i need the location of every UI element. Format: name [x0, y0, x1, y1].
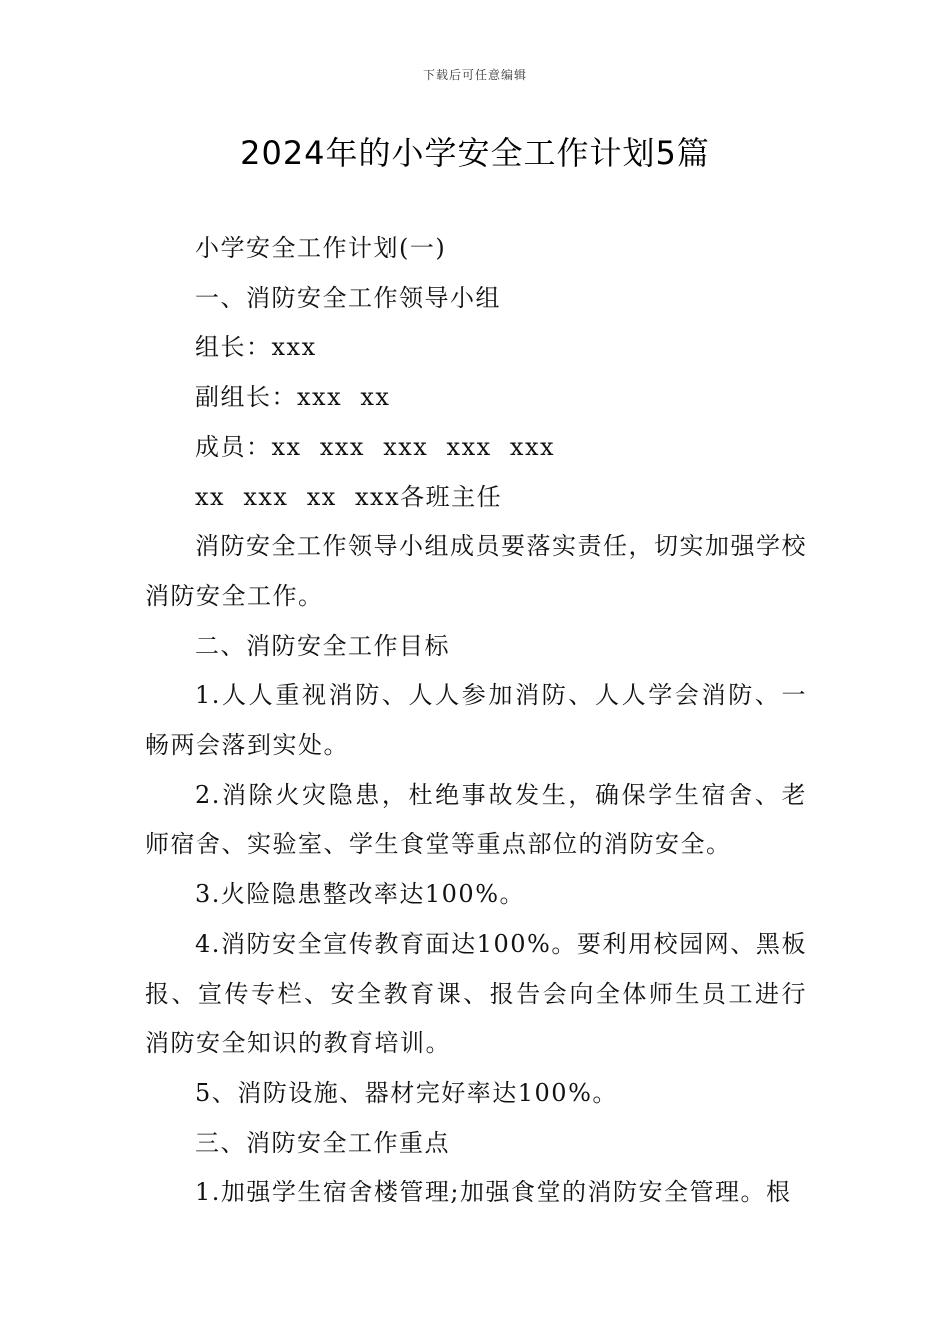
paragraph-responsibility: 消防安全工作领导小组成员要落实责任，切实加强学校消防安全工作。 — [145, 532, 807, 610]
paragraph-focus-1: 1.加强学生宿舍楼管理;加强食堂的消防安全管理。根 — [195, 1178, 792, 1207]
paragraph-goals-heading: 二、消防安全工作目标 — [195, 631, 450, 660]
header-note: 下载后可任意编辑 — [422, 68, 527, 82]
document-title: 2024年的小学安全工作计划5篇 — [240, 134, 710, 172]
paragraph-goal-2: 2.消除火灾隐患，杜绝事故发生，确保学生宿舍、老师宿舍、实验室、学生食堂等重点部位的消防安全。 — [145, 780, 807, 859]
paragraph-members-continued: xx xxx xx xxx各班主任 — [195, 482, 503, 511]
paragraph-members: 成员：xx xxx xxx xxx xxx — [195, 432, 556, 461]
paragraph-goal-4: 4.消防安全宣传教育面达100%。要利用校园网、黑板报、宣传专栏、安全教育课、报告会向全体师生员工进行消防安全知识的教育培训。 — [145, 929, 807, 1058]
paragraph-group-leader: 组长：xxx — [195, 333, 317, 362]
paragraph-focus-heading: 三、消防安全工作重点 — [195, 1128, 450, 1157]
paragraph-deputy-leader: 副组长：xxx xx — [195, 383, 391, 412]
paragraph-goal-5: 5、消防设施、器材完好率达100%。 — [195, 1078, 618, 1107]
paragraph-leadership-group-heading: 一、消防安全工作领导小组 — [195, 283, 501, 312]
document-body — [145, 224, 807, 1218]
paragraph-section-heading: 小学安全工作计划(一) — [195, 234, 447, 262]
paragraph-goal-3: 3.火险隐患整改率达100%。 — [195, 880, 526, 909]
paragraph-goal-1: 1.人人重视消防、人人参加消防、人人学会消防、一畅两会落到实处。 — [145, 681, 807, 760]
